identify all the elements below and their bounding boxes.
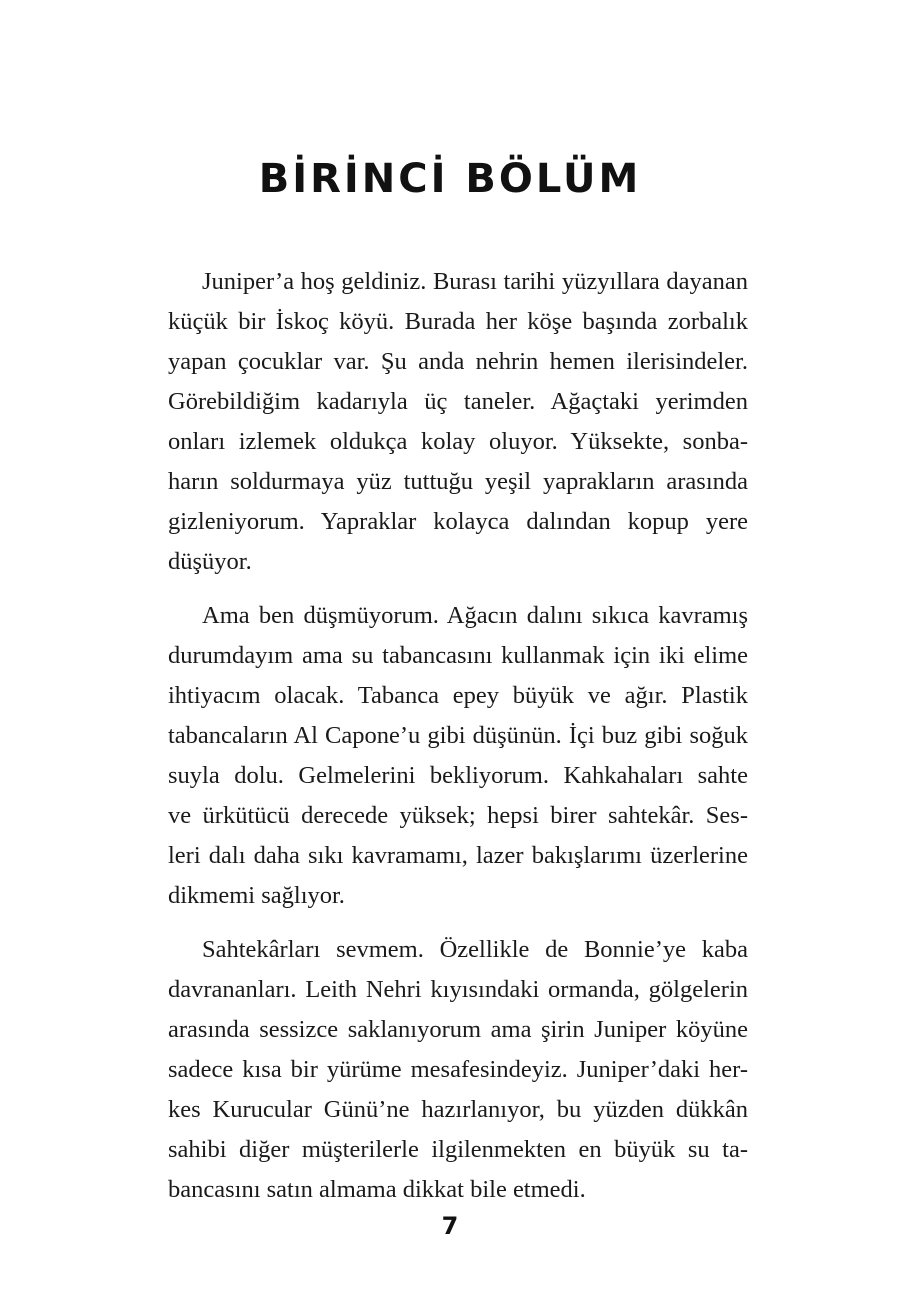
text-line: suyla dolu. Gelmelerini bekliyorum. Kahkahaları sahte xyxy=(168,762,748,789)
page-number: 7 xyxy=(441,1212,459,1240)
text-line: arasında sessizce saklanıyorum ama şirin Juniper köyüne xyxy=(168,1016,748,1043)
text-line: leri dalı daha sıkı kavramamı, lazer bakışlarımı üzerlerine xyxy=(168,842,748,869)
text-line: sadece kısa bir yürüme mesafesindeyiz. Juniper’daki her- xyxy=(168,1056,748,1083)
paragraph-3 xyxy=(168,930,748,1210)
text-line: sahibi diğer müşterilerle ilgilenmekten en büyük su ta- xyxy=(168,1136,748,1163)
text-line: davrananları. Leith Nehri kıyısındaki ormanda, gölgelerin xyxy=(168,976,748,1003)
chapter-title: BİRİNCİ BÖLÜM xyxy=(258,156,642,202)
paragraph-2 xyxy=(168,596,748,916)
text-line: Ama ben düşmüyorum. Ağacın dalını sıkıca kavramış xyxy=(202,602,748,629)
text-line: gizleniyorum. Yapraklar kolayca dalından kopup yere xyxy=(168,508,748,535)
text-line: yapan çocuklar var. Şu anda nehrin hemen ilerisindeler. xyxy=(168,348,748,375)
text-line: onları izlemek oldukça kolay oluyor. Yüksekte, sonba- xyxy=(168,428,748,455)
text-line: durumdayım ama su tabancasını kullanmak için iki elime xyxy=(168,642,748,669)
text-line: tabancaların Al Capone’u gibi düşünün. İçi buz gibi soğuk xyxy=(168,722,748,749)
text-line: kes Kurucular Günü’ne hazırlanıyor, bu yüzden dükkân xyxy=(168,1096,748,1123)
text-line: küçük bir İskoç köyü. Burada her köşe başında zorbalık xyxy=(168,308,748,335)
text-line: ihtiyacım olacak. Tabanca epey büyük ve ağır. Plastik xyxy=(168,682,748,709)
text-line: dikmemi sağlıyor. xyxy=(168,882,345,909)
text-line: düşüyor. xyxy=(168,548,252,575)
text-line: Görebildiğim kadarıyla üç taneler. Ağaçtaki yerimden xyxy=(168,388,748,415)
text-line: harın soldurmaya yüz tuttuğu yeşil yaprakların arasında xyxy=(168,468,748,495)
text-line: Juniper’a hoş geldiniz. Burası tarihi yüzyıllara dayanan xyxy=(202,268,748,295)
text-line: bancasını satın almama dikkat bile etmedi. xyxy=(168,1176,586,1203)
text-line: Sahtekârları sevmem. Özellikle de Bonnie’ye kaba xyxy=(202,936,748,963)
chapter-body xyxy=(168,262,748,1224)
text-line: ve ürkütücü derecede yüksek; hepsi birer sahtekâr. Ses- xyxy=(168,802,748,829)
paragraph-1 xyxy=(168,262,748,582)
